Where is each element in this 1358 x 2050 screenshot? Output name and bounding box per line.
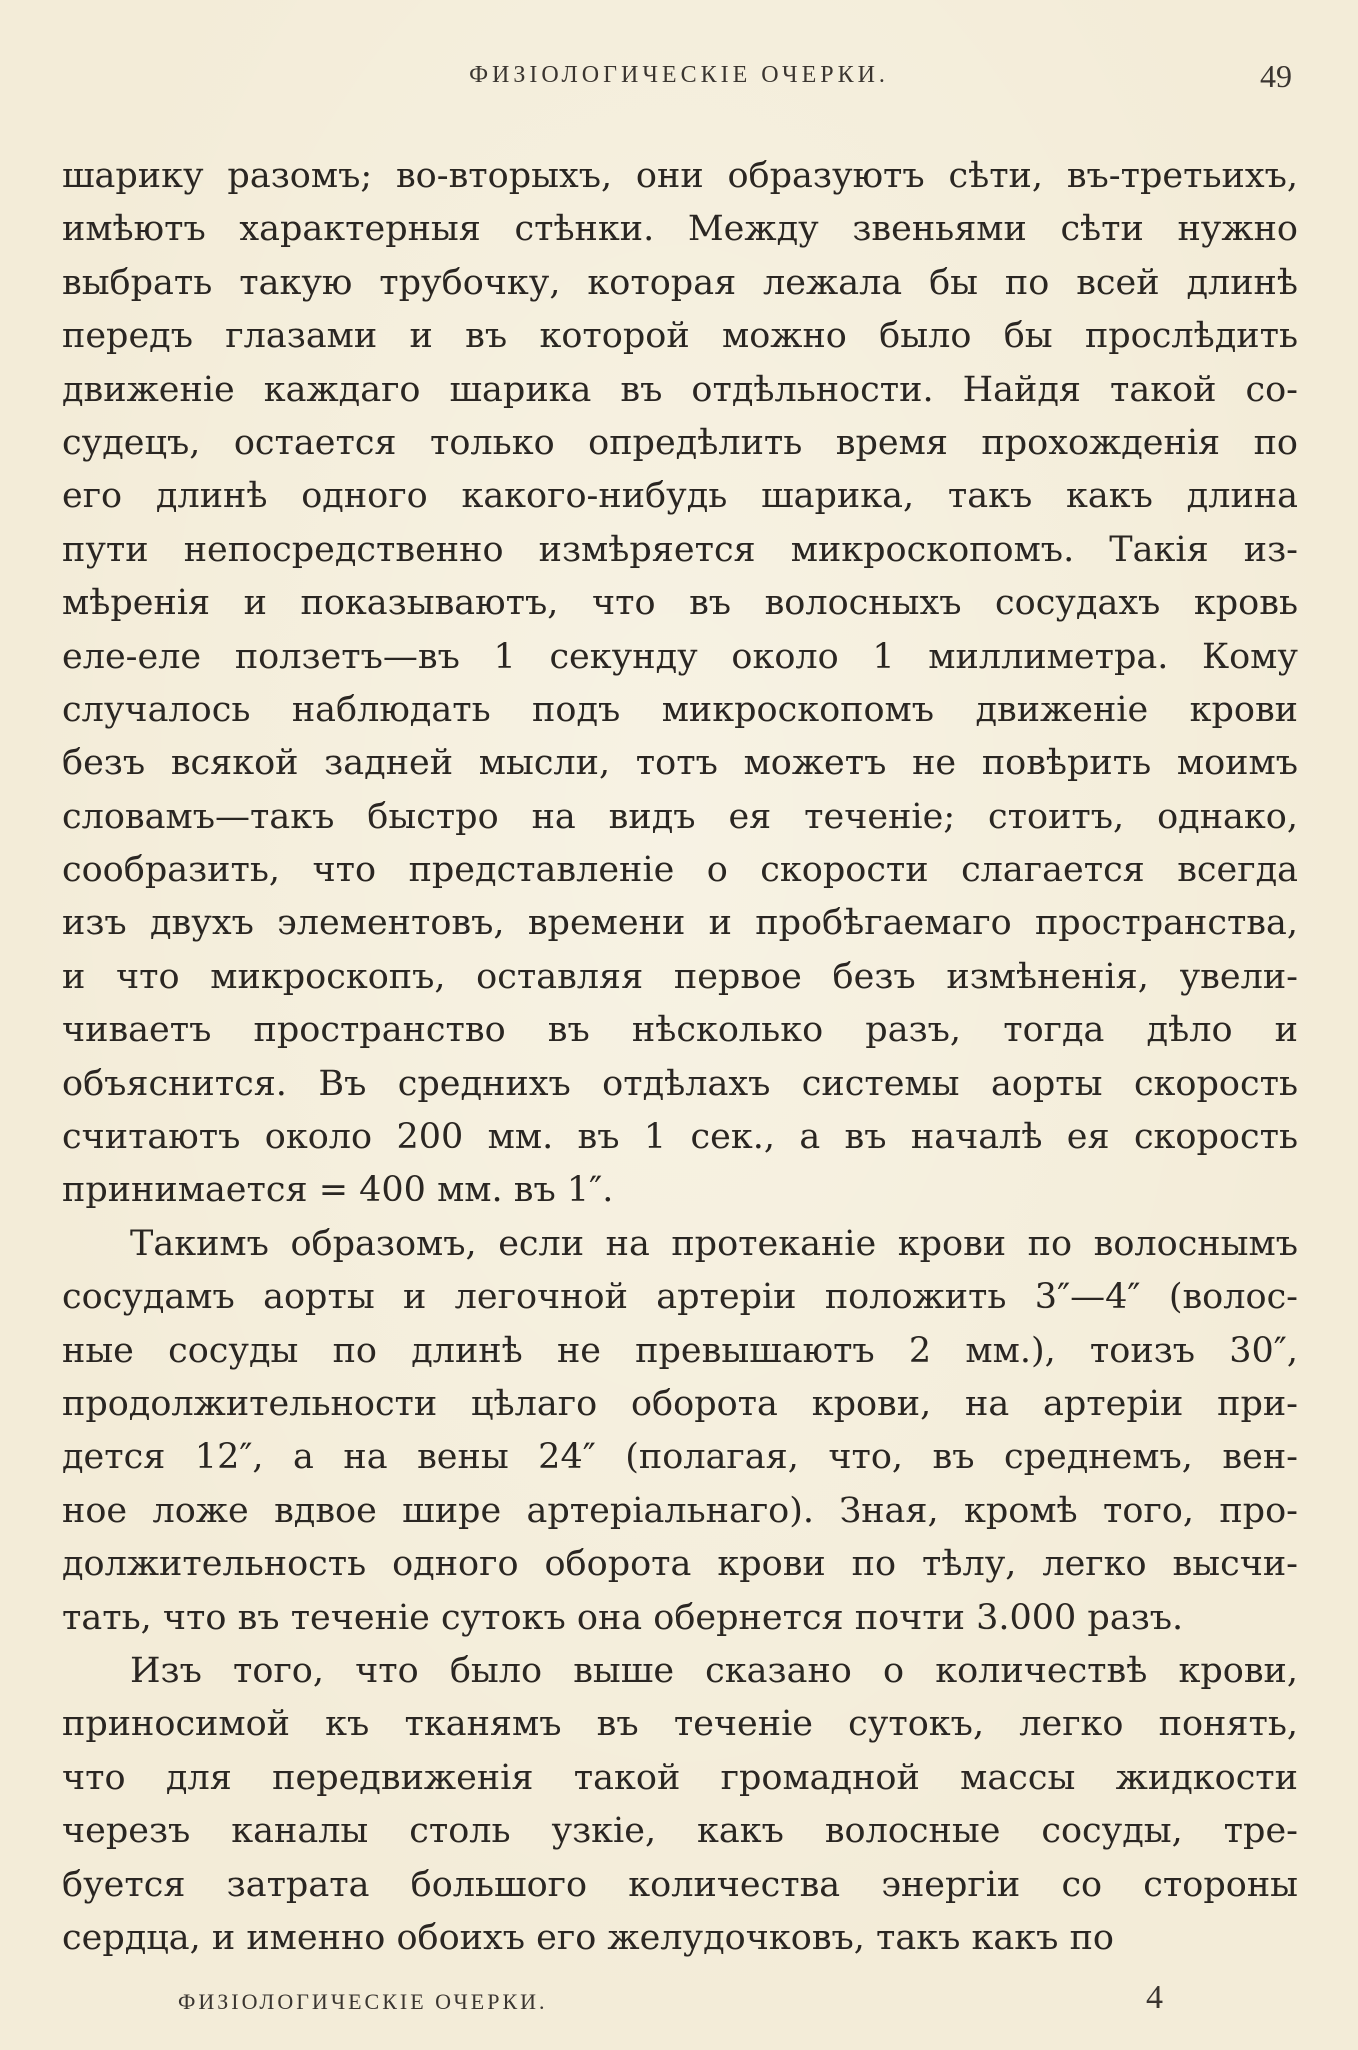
text-line: сообразить, что представленіе о скорости слагается всегда [62,850,1298,891]
text-line: его длинѣ одного какого-нибудь шарика, такъ какъ длина [62,476,1298,517]
text-line: безъ всякой задней мысли, тотъ можетъ не повѣрить моимъ [62,743,1298,784]
text-line: сосудамъ аорты и легочной артеріи положить 3″—4″ (волос- [62,1277,1298,1318]
printer-signature: ФИЗІОЛОГИЧЕСКІЕ ОЧЕРКИ. [178,1989,548,2014]
page-number: 49 [1260,58,1292,94]
text-line: считаютъ около 200 мм. въ 1 сек., а въ началѣ ея скорость [62,1117,1298,1158]
text-line: выбрать такую трубочку, которая лежала бы по всей длинѣ [62,262,1298,303]
text-line: случалось наблюдать подъ микроскопомъ движеніе крови [62,689,1298,730]
text-line: сердца, и именно обоихъ его желудочковъ, такъ какъ по [62,1917,1114,1958]
text-line: словамъ—такъ быстро на видъ ея теченіе; стоитъ, однако, [62,796,1298,837]
running-head-title: ФИЗІОЛОГИЧЕСКІЕ ОЧЕРКИ. [469,62,889,88]
paragraph [62,1645,1298,1965]
text-line: мѣренія и показываютъ, что въ волосныхъ сосудахъ кровь [62,583,1298,624]
text-line: Такимъ образомъ, если на протеканіе крови по волоснымъ [130,1223,1298,1264]
text-line: буется затрата большого количества энергіи со стороны [62,1864,1298,1905]
text-line: пути непосредственно измѣряется микроскопомъ. Такія из- [62,529,1298,570]
sheet-number: 4 [1146,1979,1163,2016]
text-line: ные сосуды по длинѣ не превышаютъ 2 мм.), тоизъ 30″, [62,1330,1298,1371]
text-line: шарику разомъ; во-вторыхъ, они образуютъ сѣти, въ-третьихъ, [62,156,1298,196]
body-text [62,150,1298,1965]
text-line: Изъ того, что было выше сказано о количествѣ крови, [130,1650,1298,1691]
paragraph [62,1218,1298,1645]
text-line: имѣютъ характерныя стѣнки. Между звеньями сѣти нужно [62,209,1298,250]
text-line: еле-еле ползетъ—въ 1 секунду около 1 миллиметра. Кому [62,636,1298,677]
text-line: тать, что въ теченіе сутокъ она обернется почти 3.000 разъ. [62,1597,1184,1638]
text-line: принимается = 400 мм. въ 1″. [62,1170,614,1211]
text-line: движеніе каждаго шарика въ отдѣльности. Найдя такой со- [62,369,1298,410]
text-line: передъ глазами и въ которой можно было бы прослѣдить [62,316,1298,357]
running-head [0,58,1358,98]
text-line: приносимой къ тканямъ въ теченіе сутокъ, легко понять, [62,1704,1298,1745]
text-line: продолжительности цѣлаго оборота крови, на артеріи при- [62,1383,1298,1424]
footer [0,1979,1358,2025]
text-line: объяснится. Въ среднихъ отдѣлахъ системы аорты скорость [62,1063,1298,1104]
text-line: судецъ, остается только опредѣлить время прохожденія по [62,422,1298,463]
text-line: что для передвиженія такой громадной массы жидкости [62,1757,1298,1798]
text-line: чиваетъ пространство въ нѣсколько разъ, тогда дѣло и [62,1010,1298,1051]
text-line: изъ двухъ элементовъ, времени и пробѣгаемаго пространства, [62,903,1298,944]
text-line: черезъ каналы столь узкіе, какъ волосные сосуды, тре- [62,1811,1298,1852]
text-line: дется 12″, а на вены 24″ (полагая, что, въ среднемъ, вен- [62,1437,1298,1478]
text-line: должительность одного оборота крови по тѣлу, легко высчи- [62,1544,1298,1585]
text-line: и что микроскопъ, оставляя первое безъ измѣненія, увели- [62,956,1298,997]
text-line: ное ложе вдвое шире артеріальнаго). Зная, кромѣ того, про- [62,1490,1298,1531]
paragraph [62,150,1298,1218]
